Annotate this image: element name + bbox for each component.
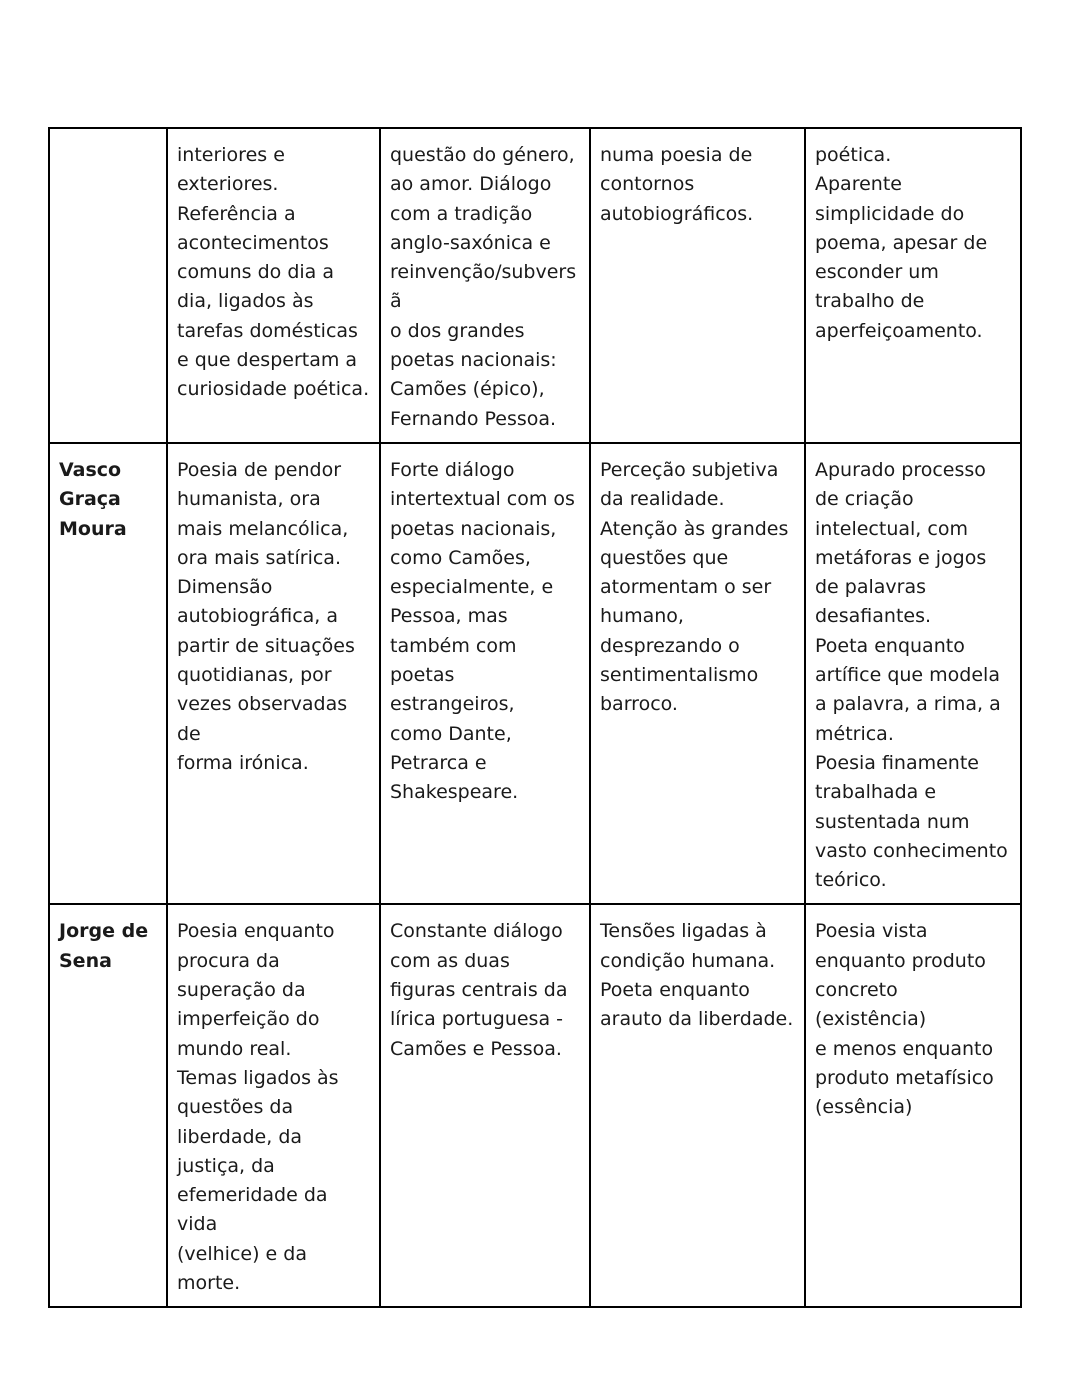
table-cell: interiores e exteriores. Referência a acontecimentos comuns do dia a dia, ligados às tarefas domésticas e que despertam a curiosidade poética. bbox=[167, 128, 380, 443]
table-cell: Apurado processo de criação intelectual, com metáforas e jogos de palavras desafiantes. Poeta enquanto artífice que modela a palavra, a rima, a métrica. Poesia finamente trabalhada e sustentada num vasto conhecimento teórico. bbox=[805, 443, 1021, 904]
table-cell: Poesia vista enquanto produto concreto (existência) e menos enquanto produto metafísico (essência) bbox=[805, 904, 1021, 1307]
poet-name-cell: Vasco Graça Moura bbox=[49, 443, 167, 904]
table-cell: questão do género, ao amor. Diálogo com a tradição anglo-saxónica e reinvenção/subversã o dos grandes poetas nacionais: Camões (épico), Fernando Pessoa. bbox=[380, 128, 590, 443]
table-cell: Constante diálogo com as duas figuras centrais da lírica portuguesa - Camões e Pessoa. bbox=[380, 904, 590, 1307]
table-cell: Perceção subjetiva da realidade. Atenção às grandes questões que atormentam o ser humano, desprezando o sentimentalismo barroco. bbox=[590, 443, 805, 904]
table-cell: numa poesia de contornos autobiográficos. bbox=[590, 128, 805, 443]
table-cell: Tensões ligadas à condição humana. Poeta enquanto arauto da liberdade. bbox=[590, 904, 805, 1307]
poet-name-cell: Jorge de Sena bbox=[49, 904, 167, 1307]
table-row bbox=[49, 443, 1021, 904]
table-row bbox=[49, 128, 1021, 443]
poets-comparison-table bbox=[48, 127, 1022, 1308]
table-cell: Forte diálogo intertextual com os poetas nacionais, como Camões, especialmente, e Pessoa, mas também com poetas estrangeiros, como Dante, Petrarca e Shakespeare. bbox=[380, 443, 590, 904]
table-row bbox=[49, 904, 1021, 1307]
table-cell: Poesia de pendor humanista, ora mais melancólica, ora mais satírica. Dimensão autobiográfica, a partir de situações quotidianas, por vezes observadas de forma irónica. bbox=[167, 443, 380, 904]
table-cell: Poesia enquanto procura da superação da imperfeição do mundo real. Temas ligados às questões da liberdade, da justiça, da efemeridade da vida (velhice) e da morte. bbox=[167, 904, 380, 1307]
poet-name-cell bbox=[49, 128, 167, 443]
table-cell: poética. Aparente simplicidade do poema, apesar de esconder um trabalho de aperfeiçoamento. bbox=[805, 128, 1021, 443]
